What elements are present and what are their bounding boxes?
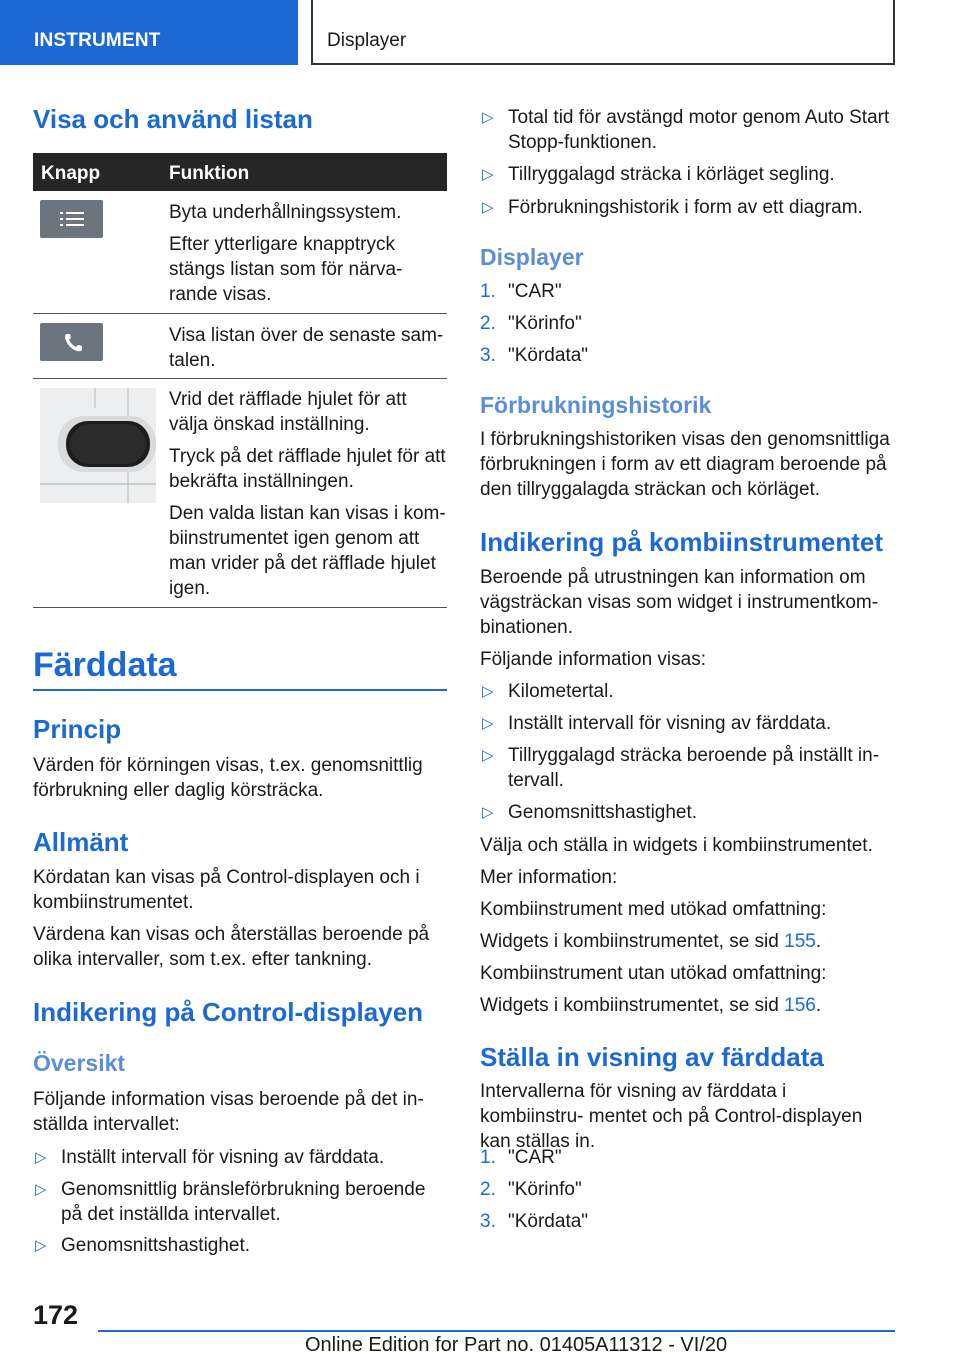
phone-icon bbox=[40, 323, 103, 361]
text-select-widgets: Välja och ställa in widgets i kombiinstrumentet. bbox=[480, 835, 873, 856]
triangle-bullet-icon: ▷ bbox=[482, 747, 494, 764]
text-widgets-ref-1: Widgets i kombiinstrumentet, se sid 155. bbox=[480, 931, 822, 952]
list-item: 1. "CAR" bbox=[480, 1147, 562, 1168]
heading-control-display: Indikering på Control-displayen bbox=[33, 997, 424, 1027]
table-header bbox=[33, 153, 447, 191]
heading-rule bbox=[33, 689, 447, 691]
heading-overview: Översikt bbox=[33, 1050, 126, 1076]
table-divider bbox=[33, 313, 447, 314]
heading-principle: Princip bbox=[33, 714, 122, 744]
text-kombi-1: Beroende på utrustningen kan information om vägsträckan visas som widget i instrumentkom- binationen. bbox=[480, 567, 879, 638]
list-item: 2. "Körinfo" bbox=[480, 313, 582, 334]
list-item: ▷ Förbrukningshistorik i form av ett diagram. bbox=[482, 197, 863, 218]
controller-knob-icon bbox=[40, 388, 156, 503]
page-number: 172 bbox=[33, 1300, 79, 1330]
triangle-bullet-icon: ▷ bbox=[482, 109, 494, 126]
list-item: 3. "Kördata" bbox=[480, 345, 589, 366]
list-button-image bbox=[40, 200, 103, 238]
heading-set-display: Ställa in visning av färddata bbox=[480, 1042, 824, 1072]
text-extended: Kombiinstrument med utökad omfattning: bbox=[480, 899, 827, 920]
page-link-156[interactable]: 156 bbox=[784, 995, 816, 1016]
text-principle: Värden för körningen visas, t.ex. genomsnittlig förbrukning eller daglig körsträcka. bbox=[33, 755, 423, 801]
table-row-2-text bbox=[169, 323, 447, 373]
list-item: 2. "Körinfo" bbox=[480, 1179, 582, 1200]
table-cell-line: Visa listan över de senaste sam- talen. bbox=[169, 325, 444, 371]
list-item: ▷ Genomsnittshastighet. bbox=[482, 802, 698, 823]
table-cell-line: Tryck på det räfflade hjulet för att bekräfta inställningen. bbox=[169, 446, 446, 492]
text-consumption-history: I förbrukningshistoriken visas den genomsnittliga förbrukningen i form av ett diagram beroende på den tillryggalagda sträckan och körläget. bbox=[480, 429, 890, 500]
list-item: ▷ Tillryggalagd sträcka beroende på inställt in- tervall. bbox=[482, 745, 880, 791]
list-item: ▷ Total tid för avstängd motor genom Auto Start Stopp-funktionen. bbox=[482, 107, 890, 153]
list-item: ▷ Inställt intervall för visning av färddata. bbox=[35, 1147, 385, 1168]
triangle-bullet-icon: ▷ bbox=[482, 199, 494, 216]
header-section-label: INSTRUMENT bbox=[34, 30, 161, 51]
table-cell-line: Efter ytterligare knapptryck stängs listan som för närva- rande visas. bbox=[169, 234, 403, 305]
triangle-bullet-icon: ▷ bbox=[482, 683, 494, 700]
heading-general: Allmänt bbox=[33, 827, 129, 857]
table-divider bbox=[33, 607, 447, 608]
list-item: ▷ Kilometertal. bbox=[482, 681, 614, 702]
triangle-bullet-icon: ▷ bbox=[482, 804, 494, 821]
heading-trip-data: Färddata bbox=[33, 646, 177, 684]
list-item: ▷ Tillryggalagd sträcka i körläget segling. bbox=[482, 164, 835, 185]
footer-rule bbox=[98, 1330, 895, 1332]
heading-list: Visa och använd listan bbox=[33, 104, 313, 134]
page-link-155[interactable]: 155 bbox=[784, 931, 816, 952]
text-general-2: Värdena kan visas och återställas beroende på olika intervaller, som t.ex. efter tankning. bbox=[33, 924, 430, 970]
table-cell-line: Den valda listan kan visas i kom- biinstrumentet igen genom att man vrider på det räfflade hjulet igen. bbox=[169, 503, 446, 599]
table-divider bbox=[33, 378, 447, 379]
header-section-tab bbox=[0, 0, 298, 65]
text-set-display: Intervallerna för visning av färddata i kombiinstru- mentet och på Control-displayen kan ställas in. bbox=[480, 1081, 863, 1152]
text-general-1: Kördatan kan visas på Control-displayen och i kombiinstrumentet. bbox=[33, 867, 420, 913]
list-item: ▷ Genomsnittshastighet. bbox=[35, 1235, 251, 1256]
triangle-bullet-icon: ▷ bbox=[35, 1181, 47, 1198]
heading-kombi: Indikering på kombiinstrumentet bbox=[480, 527, 884, 557]
table-cell-line: Byta underhållningssystem. bbox=[169, 202, 402, 223]
table-cell-line: Vrid det räfflade hjulet för att välja önskad inställning. bbox=[169, 389, 407, 435]
text-widgets-ref-2: Widgets i kombiinstrumentet, se sid 156. bbox=[480, 995, 822, 1016]
text-kombi-2: Följande information visas: bbox=[480, 649, 706, 670]
heading-displays: Displayer bbox=[480, 244, 584, 270]
text-more-info: Mer information: bbox=[480, 867, 618, 888]
table-row-1-text bbox=[169, 200, 447, 307]
text-overview: Följande information visas beroende på det in- ställda intervallet: bbox=[33, 1089, 424, 1135]
list-icon bbox=[40, 200, 103, 238]
list-item: 1. "CAR" bbox=[480, 281, 562, 302]
list-item: ▷ Inställt intervall för visning av färddata. bbox=[482, 713, 832, 734]
text-not-extended: Kombiinstrument utan utökad omfattning: bbox=[480, 963, 827, 984]
table-row-3-text bbox=[169, 387, 447, 601]
controller-image bbox=[40, 388, 156, 503]
heading-consumption-history: Förbrukningshistorik bbox=[480, 392, 712, 418]
table-col-function: Funktion bbox=[169, 163, 250, 184]
triangle-bullet-icon: ▷ bbox=[35, 1149, 47, 1166]
triangle-bullet-icon: ▷ bbox=[482, 166, 494, 183]
list-item: 3. "Kördata" bbox=[480, 1211, 589, 1232]
triangle-bullet-icon: ▷ bbox=[482, 715, 494, 732]
header-title: Displayer bbox=[327, 30, 407, 51]
header-title-box bbox=[311, 0, 895, 65]
table-col-button: Knapp bbox=[41, 163, 101, 184]
footer-edition: Online Edition for Part no. 01405A11312 - VI/20 bbox=[305, 1334, 728, 1356]
phone-button-image bbox=[40, 323, 103, 361]
list-item: ▷ Genomsnittlig bränsleförbrukning beroende på det inställda intervallet. bbox=[35, 1179, 426, 1225]
triangle-bullet-icon: ▷ bbox=[35, 1237, 47, 1254]
